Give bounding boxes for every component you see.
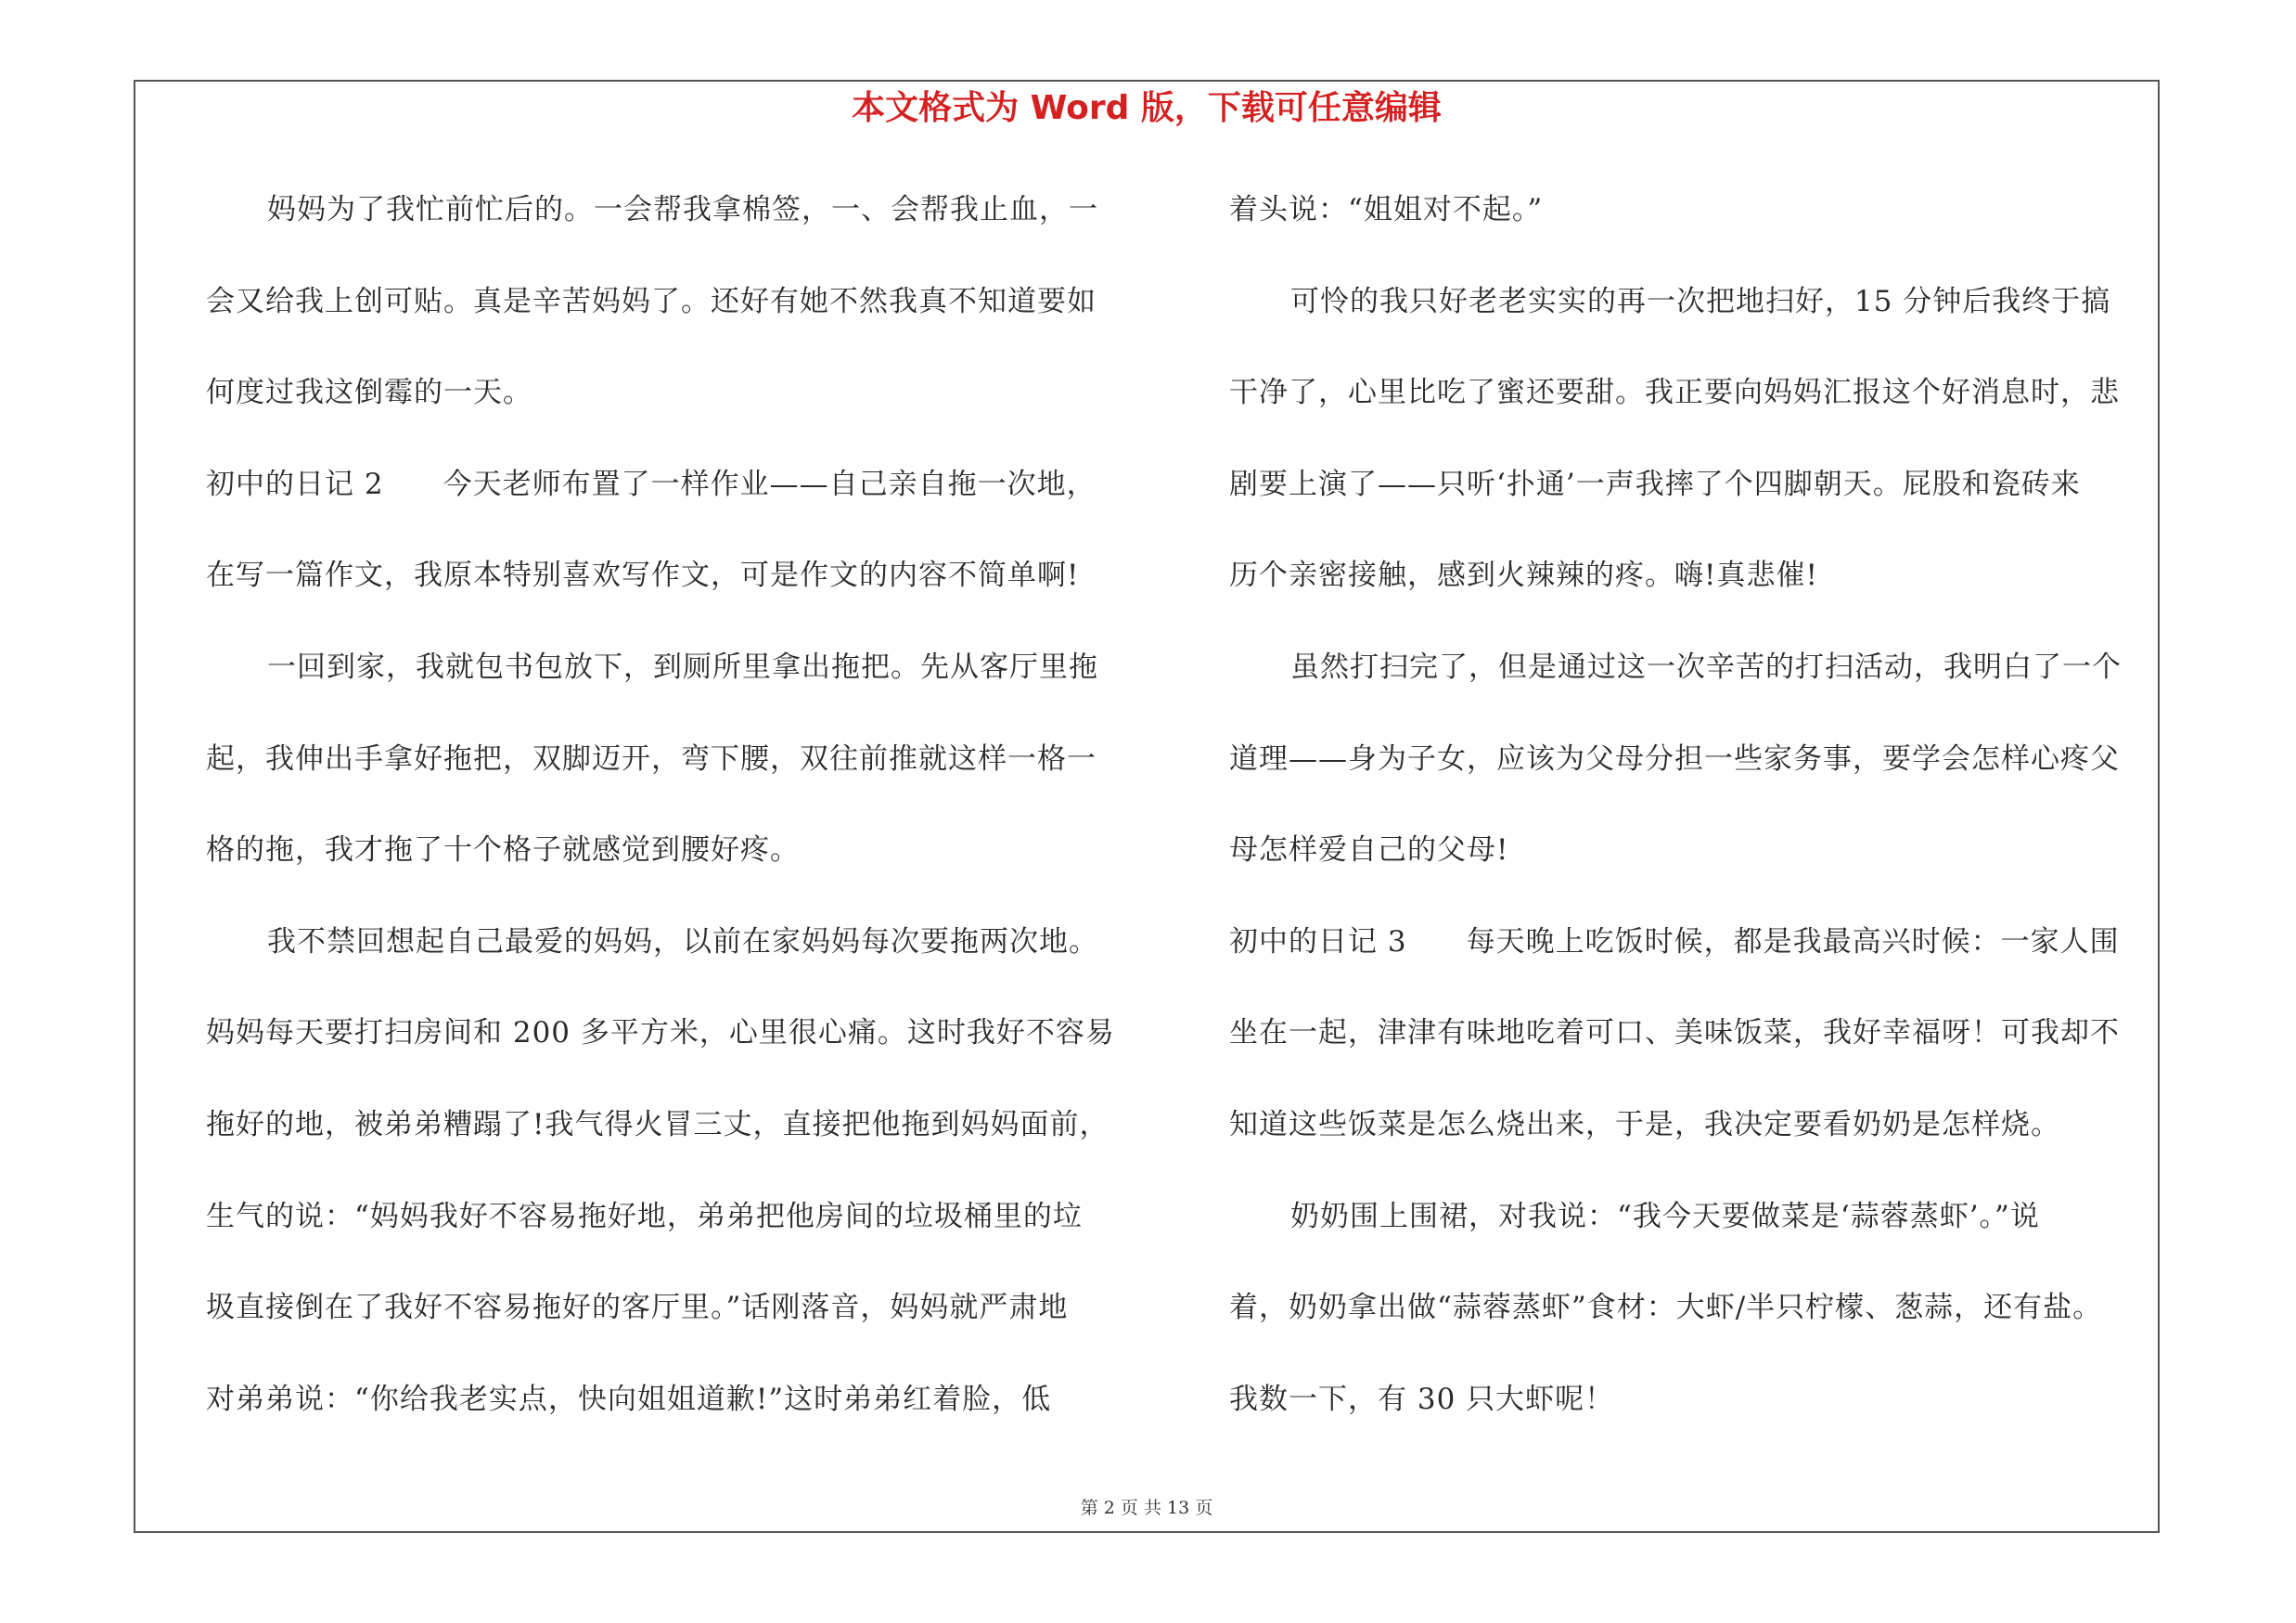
text-line: 着，奶奶拿出做“蒜蓉蒸虾”食材：大虾/半只柠檬、葱蒜，还有盐。: [1229, 1291, 2103, 1325]
text-line: 生气的说：“妈妈我好不容易拖好地，弟弟把他房间的垃圾桶里的垃: [206, 1199, 1083, 1233]
text-line: 着头说：“姐姐对不起。”: [1229, 193, 1544, 226]
text-line: 剧要上演了——只听‘扑通’一声我摔了个四脚朝天。屁股和瓷砖来: [1229, 467, 2081, 501]
right-text-column: [1229, 182, 2166, 1462]
text-line: 历个亲密接触，感到火辣辣的疼。嗨!真悲催!: [1229, 559, 1818, 593]
text-line: 虽然打扫完了，但是通过这一次辛苦的打扫活动，我明白了一个: [1290, 650, 2122, 684]
text-line: 一回到家，我就包书包放下，到厕所里拿出拖把。先从客厅里拖: [267, 650, 1098, 684]
text-line: 在写一篇作文，我原本特别喜欢写作文，可是作文的内容不简单啊!: [206, 559, 1080, 593]
text-line: 知道这些饭菜是怎么烧出来，于是，我决定要看奶奶是怎样烧。: [1229, 1107, 2060, 1141]
text-line: 我不禁回想起自己最爱的妈妈，以前在家妈妈每次要拖两次地。: [267, 924, 1098, 959]
text-line: 起，我伸出手拿好拖把，双脚迈开，弯下腰，双往前推就这样一格一: [206, 741, 1097, 776]
diary-heading-line: 初中的日记 3 每天晚上吃饭时候，都是我最高兴时候：一家人围: [1229, 924, 2120, 959]
left-text-column: [206, 182, 1134, 1462]
text-line: 圾直接倒在了我好不容易拖好的客厅里。”话刚落音，妈妈就严肃地: [206, 1291, 1069, 1325]
text-line: 奶奶围上围裙，对我说：“我今天要做菜是‘蒜蓉蒸虾’。”说: [1290, 1199, 2040, 1233]
text-line: 对弟弟说：“你给我老实点，快向姐姐道歉!”这时弟弟红着脸，低: [206, 1382, 1052, 1416]
text-line: 会又给我上创可贴。真是辛苦妈妈了。还好有她不然我真不知道要如: [206, 284, 1097, 318]
text-line: 坐在一起，津津有味地吃着可口、美味饭菜，我好幸福呀！可我却不: [1229, 1016, 2120, 1050]
diary-heading-line: 初中的日记 2 今天老师布置了一样作业——自己亲自拖一次地，: [206, 467, 1097, 501]
text-line: 妈妈为了我忙前忙后的。一会帮我拿棉签，一、会帮我止血，一: [267, 193, 1098, 226]
text-line: 我数一下，有 30 只大虾呢！: [1229, 1382, 1615, 1416]
text-line: 何度过我这倒霉的一天。: [206, 376, 532, 410]
page-number: 第 2 页 共 13 页: [1080, 1498, 1213, 1518]
text-line: 干净了，心里比吃了蜜还要甜。我正要向妈妈汇报这个好消息时，悲: [1229, 376, 2120, 410]
text-line: 道理——身为子女，应该为父母分担一些家务事，要学会怎样心疼父: [1229, 741, 2120, 776]
text-line: 妈妈每天要打扫房间和 200 多平方米，心里很心痛。这时我好不容易: [206, 1016, 1115, 1050]
text-line: 可怜的我只好老老实实的再一次把地扫好，15 分钟后我终于搞: [1290, 284, 2111, 318]
text-line: 拖好的地，被弟弟糟蹋了!我气得火冒三丈，直接把他拖到妈妈面前，: [206, 1107, 1110, 1141]
text-line: 格的拖，我才拖了十个格子就感觉到腰好疼。: [206, 833, 800, 868]
format-notice-banner: 本文格式为 Word 版，下载可任意编辑: [852, 89, 1442, 127]
text-line: 母怎样爱自己的父母!: [1229, 833, 1509, 868]
